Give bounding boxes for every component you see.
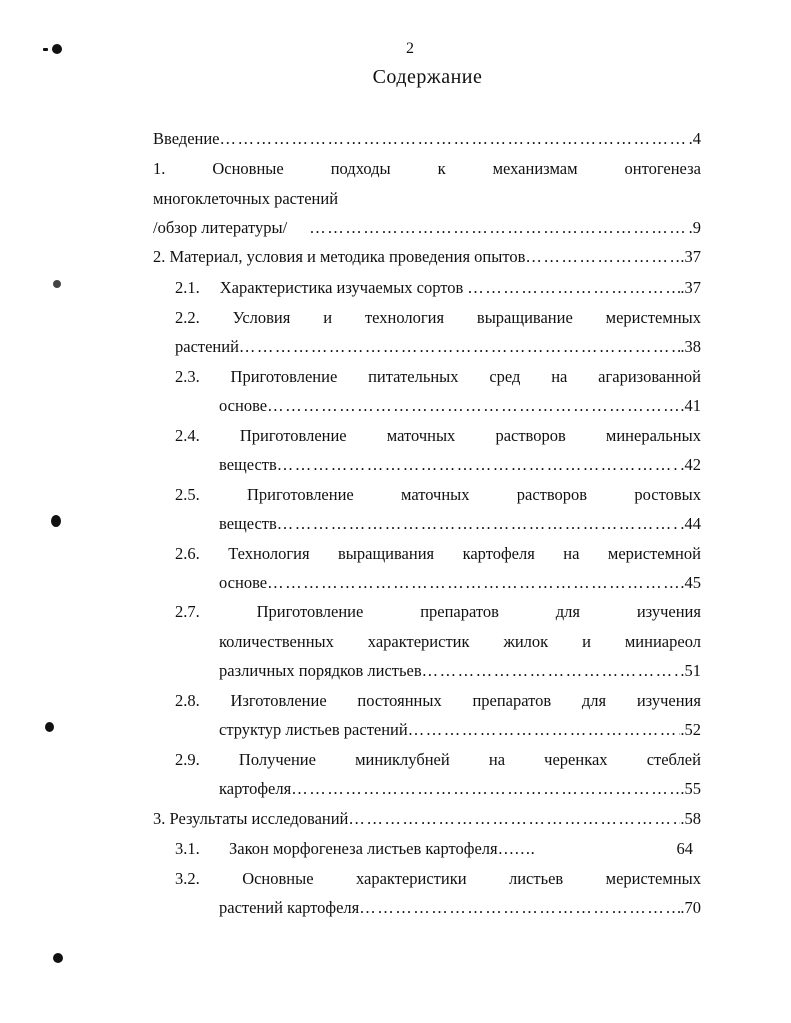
toc-word: Изготовление <box>230 691 327 710</box>
toc-word: препаратов <box>472 691 552 710</box>
toc-page: .52 <box>680 720 701 739</box>
toc-entry-2-3-line1 <box>175 366 701 388</box>
toc-label: растений картофеля <box>219 898 360 917</box>
toc-label: веществ <box>219 455 277 474</box>
toc-page: .45 <box>680 573 701 592</box>
dot-leader <box>525 246 680 268</box>
toc-word: жилок <box>503 632 549 651</box>
toc-word: стеблей <box>646 750 701 769</box>
toc-word: агаризованной <box>598 367 701 386</box>
toc-num: 2.5. <box>175 485 200 504</box>
toc-word: на <box>551 367 568 386</box>
toc-num: 2.1. <box>175 278 200 297</box>
toc-entry-2-8-line2 <box>219 719 701 741</box>
toc-word: Приготовление <box>256 602 364 621</box>
toc-page: .9 <box>688 218 701 237</box>
toc-word: меристемных <box>605 869 701 888</box>
toc-word: выращивание <box>476 308 573 327</box>
toc-entry-2-5-line1 <box>175 484 701 506</box>
toc-page: .37 <box>680 278 701 297</box>
binding-hole-mark <box>45 722 54 732</box>
binding-hole-mark <box>53 280 61 288</box>
toc-word: механизмам <box>492 159 578 178</box>
toc-entry-2-7-line2 <box>219 631 701 653</box>
toc-label: 2. Материал, условия и методика проведения опытов <box>153 247 526 266</box>
toc-word: характеристики <box>355 869 467 888</box>
toc-word: картофеля <box>462 544 535 563</box>
toc-entry-2-4-line1 <box>175 425 701 447</box>
toc-entry-2-9-line1 <box>175 749 701 771</box>
toc-label: Характеристика изучаемых сортов <box>219 278 464 297</box>
toc-word: меристемных <box>605 308 701 327</box>
toc-label: 3. Результаты исследований <box>153 809 349 828</box>
toc-entry-2-6-line1 <box>175 543 701 565</box>
toc-label: картофеля <box>219 779 292 798</box>
toc-word: ростовых <box>634 485 701 504</box>
toc-num: 1. <box>153 159 166 178</box>
toc-label: Закон морфогенеза листьев картофеля……. <box>229 839 535 858</box>
toc-word: технология <box>364 308 445 327</box>
toc-page: .44 <box>680 514 701 533</box>
toc-word: препаратов <box>420 602 499 621</box>
toc-entry-2-8-line1 <box>175 690 701 712</box>
toc-label: структур листьев растений <box>219 720 408 739</box>
dot-leader <box>467 277 680 299</box>
toc-entry-1-line3 <box>153 217 701 239</box>
toc-word: листьев <box>508 869 564 888</box>
toc-word: онтогенеза <box>624 159 701 178</box>
toc-word: выращивания <box>338 544 435 563</box>
toc-entry-3 <box>153 808 701 830</box>
toc-entry-2-2-line2 <box>175 336 701 358</box>
toc-page: .38 <box>680 337 701 356</box>
toc-word: Основные <box>242 869 314 888</box>
toc-entry-3-2-line2 <box>219 897 701 919</box>
toc-label: растений <box>175 337 239 356</box>
toc-word: маточных <box>386 426 456 445</box>
dot-leader <box>277 513 681 535</box>
toc-label: веществ <box>219 514 277 533</box>
toc-num: 2.4. <box>175 426 200 445</box>
toc-label: основе <box>219 396 268 415</box>
toc-word: маточных <box>401 485 470 504</box>
toc-page: .70 <box>680 898 701 917</box>
toc-entry-3-2-line1 <box>175 868 701 890</box>
toc-entry-2-7-line1 <box>175 601 701 623</box>
dot-leader <box>220 128 689 150</box>
toc-label: основе <box>219 573 268 592</box>
toc-word: Технология <box>228 544 310 563</box>
toc-word: и <box>582 632 591 651</box>
toc-word: меристемной <box>607 544 701 563</box>
toc-entry-2-6-line2 <box>219 572 701 594</box>
toc-page: .37 <box>680 247 701 266</box>
toc-page: .42 <box>680 455 701 474</box>
toc-num: 2.8. <box>175 691 200 710</box>
toc-word: к <box>437 159 446 178</box>
toc-word: изучения <box>636 602 701 621</box>
toc-num: 2.2. <box>175 308 200 327</box>
toc-word: на <box>488 750 506 769</box>
toc-word: черенках <box>544 750 608 769</box>
toc-word: подходы <box>330 159 391 178</box>
dot-leader <box>277 454 681 476</box>
dot-leader <box>239 336 680 358</box>
toc-word: Получение <box>238 750 316 769</box>
toc-entry-intro <box>153 128 701 150</box>
toc-entry-3-1 <box>175 838 701 860</box>
toc-page: .58 <box>680 809 701 828</box>
toc-entry-2-2-line1 <box>175 307 701 329</box>
binding-hole-mark <box>51 515 61 527</box>
dot-leader <box>309 217 688 239</box>
dot-leader <box>422 660 681 682</box>
toc-entry-1-line2: многоклеточных растений <box>153 189 339 208</box>
toc-page: .41 <box>680 396 701 415</box>
toc-num: 3.1. <box>175 839 200 858</box>
toc-entry-2-3-line2 <box>219 395 701 417</box>
binding-hole-mark <box>53 953 63 963</box>
toc-word: растворов <box>516 485 588 504</box>
dot-leader <box>348 808 680 830</box>
toc-page: 64 <box>676 839 693 858</box>
page-title: Содержание <box>372 66 483 88</box>
toc-entry-2-1 <box>175 277 701 299</box>
dot-leader <box>267 572 680 594</box>
toc-page: .55 <box>680 779 701 798</box>
toc-word: изучения <box>636 691 701 710</box>
dot-leader <box>408 719 681 741</box>
toc-word: количественных <box>219 632 334 651</box>
toc-word: Приготовление <box>239 426 347 445</box>
page-number: 2 <box>406 40 414 57</box>
toc-num: 2.3. <box>175 367 200 386</box>
toc-word: постоянных <box>357 691 442 710</box>
toc-word: и <box>323 308 333 327</box>
toc-num: 2.9. <box>175 750 200 769</box>
toc-entry-1-line1 <box>153 158 701 180</box>
toc-entry-2-4-line2 <box>219 454 701 476</box>
dot-leader <box>267 395 680 417</box>
toc-word: на <box>563 544 580 563</box>
toc-word: для <box>555 602 580 621</box>
toc-word: характеристик <box>367 632 470 651</box>
toc-word: Основные <box>212 159 284 178</box>
toc-word: Приготовление <box>230 367 338 386</box>
toc-entry-2-9-line2 <box>219 778 701 800</box>
toc-num: 2.6. <box>175 544 200 563</box>
dot-leader <box>291 778 680 800</box>
toc-label: Введение <box>153 129 220 148</box>
toc-page: .4 <box>688 129 701 148</box>
toc-word: Условия <box>232 308 291 327</box>
toc-word: Приготовление <box>247 485 354 504</box>
binding-hole-mark <box>52 44 62 54</box>
scan-speck <box>43 48 48 51</box>
toc-word: миниклубней <box>355 750 450 769</box>
toc-entry-2 <box>153 246 701 268</box>
dot-leader <box>359 897 680 919</box>
toc-label: /обзор литературы/ <box>153 218 288 237</box>
toc-num: 3.2. <box>175 869 200 888</box>
toc-word: для <box>581 691 607 710</box>
toc-word: минеральных <box>605 426 701 445</box>
toc-label: различных порядков листьев <box>219 661 422 680</box>
toc-entry-2-7-line3 <box>219 660 701 682</box>
toc-num: 2.7. <box>175 602 200 621</box>
toc-word: сред <box>489 367 521 386</box>
toc-word: растворов <box>495 426 566 445</box>
toc-word: питательных <box>368 367 459 386</box>
toc-entry-2-5-line2 <box>219 513 701 535</box>
toc-page: .51 <box>680 661 701 680</box>
toc-word: миниареол <box>624 632 701 651</box>
